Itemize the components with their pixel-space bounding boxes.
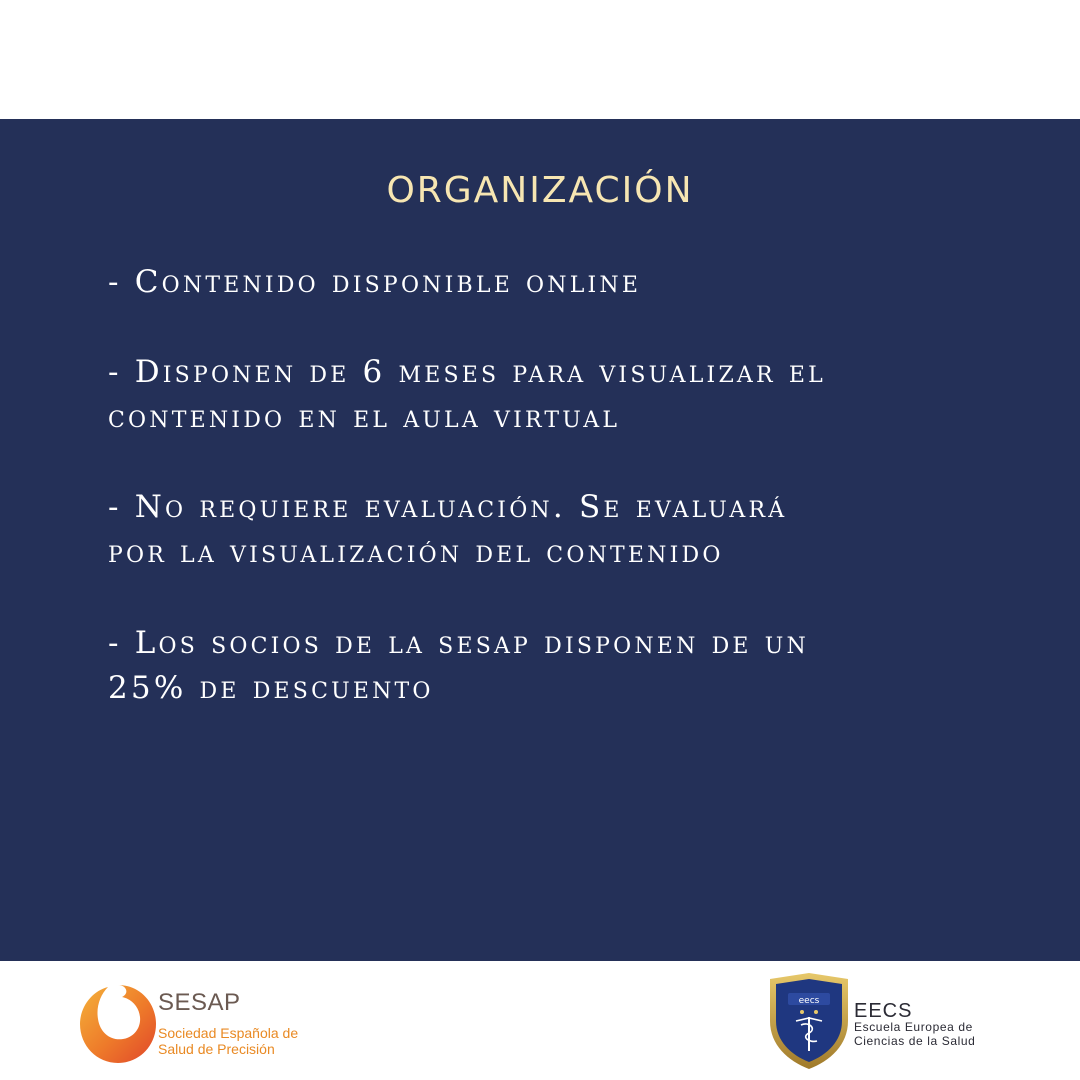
sesap-ring-logo-icon [78,981,158,1065]
sesap-subtitle-line: Sociedad Española de [158,1025,299,1041]
bullet-line: - Disponen de 6 meses para visualizar el [108,354,826,390]
top-white-band [0,0,1080,119]
sesap-subtitle-line: Salud de Precisión [158,1041,275,1057]
bullet-line: - Contenido disponible online [108,264,642,300]
bullet-line: 25% de descuento [108,670,434,706]
eecs-shield-logo-icon [766,971,852,1071]
bullet-line: - No requiere evaluación. Se evaluará [108,489,788,525]
footer-logos [0,961,1080,1080]
sesap-logo-name: SESAP [158,989,241,1016]
eecs-subtitle-line: Ciencias de la Salud [854,1034,976,1048]
eecs-subtitle-line: Escuela Europea de [854,1020,973,1034]
eecs-shield-text: eecs [798,996,820,1006]
bullet-item [108,485,787,575]
bullet-line: por la visualización del contenido [108,534,724,570]
bullet-line: contenido en el aula virtual [108,399,621,435]
bullet-item [108,350,826,440]
eecs-logo-subtitle [854,1020,1024,1048]
sesap-logo-subtitle [158,1025,328,1057]
slide-title: ORGANIZACIÓN [386,170,694,211]
content-panel [0,119,1080,961]
bullet-line: - Los socios de la sesap disponen de un [108,625,809,661]
bullet-item [108,621,809,711]
bullet-item [108,260,641,305]
eecs-logo-name: EECS [854,1000,913,1022]
